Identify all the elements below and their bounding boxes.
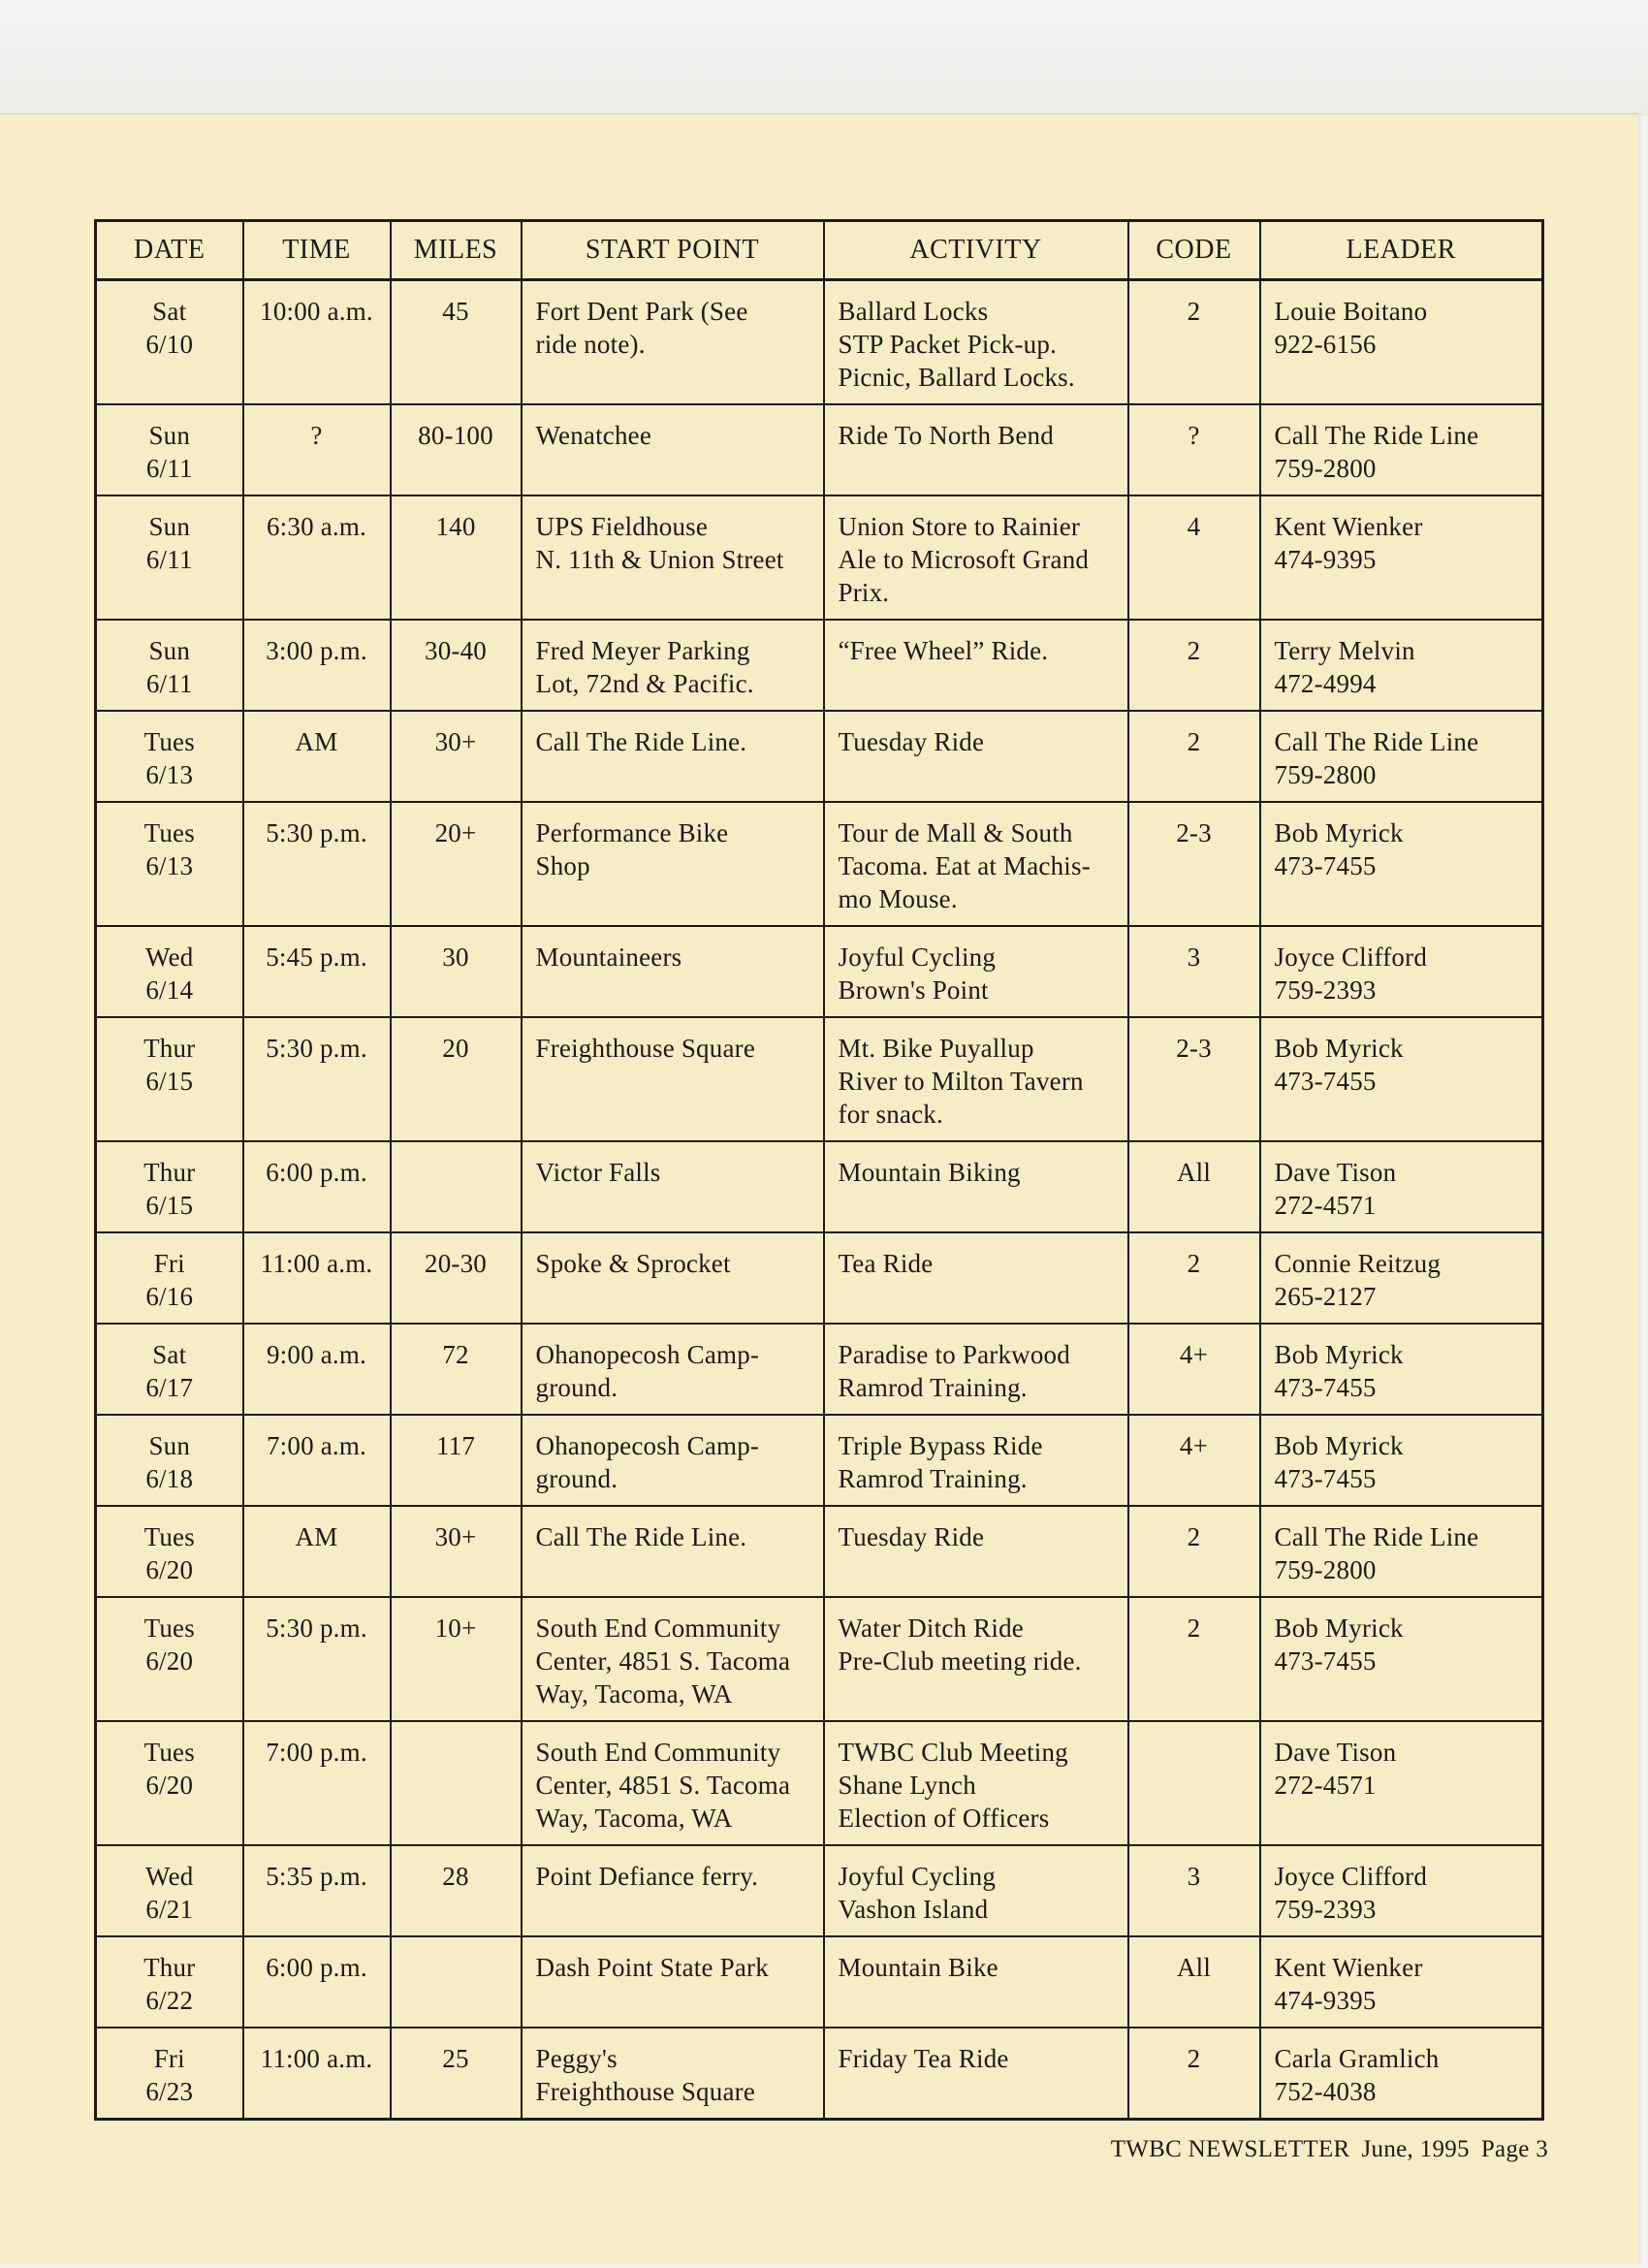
cell-date-line: 6/11 (145, 669, 193, 698)
cell-date-line: 6/13 (145, 760, 194, 789)
cell-start-point-line: ground. (535, 1464, 618, 1493)
cell-date (96, 1721, 243, 1845)
cell-leader-line: 472-4994 (1274, 669, 1377, 698)
cell-leader-line: 759-2800 (1274, 454, 1377, 483)
cell-date-line: Sun (148, 636, 191, 665)
cell-start-point (522, 1506, 824, 1597)
footer-date: June, 1995 (1361, 2136, 1470, 2162)
cell-start-point-line: Fred Meyer Parking (535, 636, 750, 665)
header-time: TIME (243, 221, 391, 280)
cell-code: 2-3 (1128, 802, 1260, 926)
cell-start-point (522, 1845, 824, 1936)
cell-start-point-line: N. 11th & Union Street (535, 545, 784, 574)
cell-time: AM (243, 711, 391, 802)
cell-date (96, 711, 243, 802)
cell-activity (824, 1845, 1128, 1936)
cell-leader (1260, 1232, 1543, 1324)
cell-date-line: Thur (143, 1158, 196, 1187)
table-row (96, 1141, 1543, 1232)
cell-date-line: Sat (152, 1340, 187, 1369)
cell-start-point-line: Freighthouse Square (535, 1034, 756, 1063)
cell-start-point-line: Call The Ride Line. (535, 727, 747, 756)
cell-code: 2 (1128, 2028, 1260, 2120)
cell-start-point-line: ride note). (535, 330, 646, 359)
cell-start-point (522, 926, 824, 1017)
cell-start-point-line: Point Defiance ferry. (535, 1862, 759, 1891)
scanner-background (0, 0, 1648, 116)
cell-leader-line: 759-2393 (1274, 1895, 1377, 1924)
cell-code: 4+ (1128, 1415, 1260, 1506)
cell-time: 5:35 p.m. (243, 1845, 391, 1936)
header-leader: LEADER (1260, 221, 1543, 280)
cell-time: 3:00 p.m. (243, 620, 391, 711)
cell-date-line: 6/20 (145, 1646, 194, 1676)
cell-leader-line: 759-2800 (1274, 1555, 1377, 1584)
cell-start-point (522, 404, 824, 495)
cell-time: 7:00 a.m. (243, 1415, 391, 1506)
table-row (96, 1597, 1543, 1721)
cell-code: 2 (1128, 1597, 1260, 1721)
cell-leader-line: 272-4571 (1274, 1191, 1377, 1220)
cell-time: 11:00 a.m. (243, 2028, 391, 2120)
cell-leader (1260, 926, 1543, 1017)
cell-leader (1260, 2028, 1543, 2120)
cell-start-point (522, 802, 824, 926)
cell-start-point-line: Center, 4851 S. Tacoma (535, 1646, 791, 1676)
cell-start-point-line: Performance Bike (535, 818, 729, 847)
cell-leader-line: Louie Boitano (1274, 297, 1428, 326)
cell-start-point (522, 1017, 824, 1141)
cell-start-point (522, 1324, 824, 1415)
cell-leader-line: Terry Melvin (1274, 636, 1415, 665)
cell-leader-line: Bob Myrick (1274, 1034, 1404, 1063)
cell-date (96, 1845, 243, 1936)
cell-leader-line: 759-2800 (1274, 760, 1377, 789)
table-row (96, 620, 1543, 711)
cell-start-point-line: Freighthouse Square (535, 2077, 756, 2106)
cell-activity-line: Tea Ride (838, 1249, 934, 1278)
cell-activity (824, 620, 1128, 711)
cell-code: 2 (1128, 620, 1260, 711)
cell-leader (1260, 280, 1543, 405)
cell-date (96, 1936, 243, 2028)
cell-activity (824, 280, 1128, 405)
table-header-row (96, 221, 1543, 280)
cell-activity-line: Mountain Bike (838, 1953, 998, 1982)
cell-start-point (522, 1141, 824, 1232)
cell-code: 4+ (1128, 1324, 1260, 1415)
cell-leader-line: Joyce Clifford (1274, 942, 1428, 972)
cell-leader-line: 752-4038 (1274, 2077, 1377, 2106)
cell-code: ? (1128, 404, 1260, 495)
cell-activity-line: Joyful Cycling (838, 1862, 997, 1891)
cell-leader-line: Joyce Clifford (1274, 1862, 1428, 1891)
cell-start-point-line: Way, Tacoma, WA (535, 1804, 733, 1833)
cell-date (96, 1597, 243, 1721)
cell-time: 7:00 p.m. (243, 1721, 391, 1845)
cell-start-point-line: Victor Falls (535, 1158, 661, 1187)
cell-date-line: Tues (143, 727, 195, 756)
table-row (96, 1232, 1543, 1324)
cell-date (96, 926, 243, 1017)
cell-leader (1260, 1845, 1543, 1936)
cell-start-point-line: Lot, 72nd & Pacific. (535, 669, 754, 698)
table-row (96, 1324, 1543, 1415)
cell-date-line: Sun (148, 512, 191, 541)
cell-leader-line: Bob Myrick (1274, 1613, 1404, 1643)
cell-leader-line: 265-2127 (1274, 1282, 1377, 1311)
page-footer (1111, 2136, 1548, 2163)
cell-start-point (522, 1415, 824, 1506)
cell-activity (824, 1721, 1128, 1845)
cell-leader-line: 473-7455 (1274, 1646, 1377, 1676)
cell-activity-line: Water Ditch Ride (838, 1613, 1024, 1643)
cell-activity (824, 802, 1128, 926)
table-row (96, 1017, 1543, 1141)
cell-leader-line: 474-9395 (1274, 1986, 1377, 2015)
cell-activity-line: Picnic, Ballard Locks. (838, 363, 1075, 392)
table-row (96, 1721, 1543, 1845)
cell-activity-line: for snack. (838, 1100, 943, 1129)
cell-activity (824, 1506, 1128, 1597)
cell-time: 10:00 a.m. (243, 280, 391, 405)
cell-date (96, 2028, 243, 2120)
cell-activity-line: Union Store to Rainier (838, 512, 1081, 541)
table-row (96, 1936, 1543, 2028)
cell-activity-line: Ballard Locks (838, 297, 989, 326)
cell-leader-line: Call The Ride Line (1274, 727, 1479, 756)
cell-leader-line: Bob Myrick (1274, 818, 1404, 847)
footer-publication: TWBC NEWSLETTER (1110, 2136, 1350, 2162)
cell-time: AM (243, 1506, 391, 1597)
cell-start-point (522, 1721, 824, 1845)
cell-leader-line: 474-9395 (1274, 545, 1377, 574)
cell-leader (1260, 1017, 1543, 1141)
cell-date-line: 6/20 (145, 1555, 194, 1584)
cell-date-line: 6/23 (145, 2077, 194, 2106)
cell-activity-line: Pre-Club meeting ride. (838, 1646, 1082, 1676)
cell-date (96, 802, 243, 926)
cell-activity-line: Prix. (838, 578, 890, 607)
cell-date-line: 6/21 (145, 1895, 194, 1924)
cell-miles: 30+ (391, 1506, 522, 1597)
cell-activity-line: Mountain Biking (838, 1158, 1021, 1187)
cell-code: All (1128, 1141, 1260, 1232)
cell-start-point-line: Wenatchee (535, 421, 652, 450)
cell-leader-line: Call The Ride Line (1274, 421, 1479, 450)
cell-activity-line: Shane Lynch (838, 1771, 976, 1800)
cell-start-point-line: Ohanopecosh Camp- (535, 1431, 760, 1460)
header-code: CODE (1128, 221, 1260, 280)
ride-schedule-table (94, 219, 1544, 2121)
cell-leader (1260, 802, 1543, 926)
cell-start-point (522, 620, 824, 711)
cell-date-line: 6/11 (145, 454, 193, 483)
cell-date-line: 6/17 (145, 1373, 194, 1402)
cell-time: 5:30 p.m. (243, 1017, 391, 1141)
cell-start-point-line: Spoke & Sprocket (535, 1249, 731, 1278)
cell-activity-line: Friday Tea Ride (838, 2044, 1009, 2073)
cell-leader-line: Carla Gramlich (1274, 2044, 1440, 2073)
cell-activity (824, 1597, 1128, 1721)
cell-miles: 80-100 (391, 404, 522, 495)
cell-date-line: 6/20 (145, 1771, 194, 1800)
cell-miles: 30 (391, 926, 522, 1017)
cell-leader (1260, 1936, 1543, 2028)
table-row (96, 926, 1543, 1017)
table-row (96, 280, 1543, 405)
cell-date-line: 6/16 (145, 1282, 194, 1311)
cell-leader (1260, 1721, 1543, 1845)
cell-date (96, 1324, 243, 1415)
cell-date-line: Sat (152, 297, 187, 326)
cell-date-line: Sun (148, 421, 191, 450)
cell-activity-line: TWBC Club Meeting (838, 1738, 1068, 1767)
cell-leader-line: Dave Tison (1274, 1158, 1397, 1187)
cell-activity-line: Tuesday Ride (838, 727, 985, 756)
cell-miles: 28 (391, 1845, 522, 1936)
cell-start-point-line: Ohanopecosh Camp- (535, 1340, 760, 1369)
cell-start-point-line: Mountaineers (535, 942, 682, 972)
cell-leader (1260, 1141, 1543, 1232)
cell-start-point (522, 495, 824, 620)
cell-miles: 117 (391, 1415, 522, 1506)
cell-miles: 20-30 (391, 1232, 522, 1324)
cell-date (96, 404, 243, 495)
cell-start-point-line: UPS Fieldhouse (535, 512, 709, 541)
cell-miles: 72 (391, 1324, 522, 1415)
table-row (96, 802, 1543, 926)
cell-start-point-line: Call The Ride Line. (535, 1522, 747, 1551)
cell-leader-line: 473-7455 (1274, 1067, 1377, 1096)
cell-leader (1260, 1506, 1543, 1597)
cell-leader (1260, 711, 1543, 802)
cell-time: 11:00 a.m. (243, 1232, 391, 1324)
cell-date-line: 6/15 (145, 1191, 194, 1220)
cell-leader-line: Kent Wienker (1274, 512, 1423, 541)
cell-activity (824, 1017, 1128, 1141)
cell-activity (824, 2028, 1128, 2120)
cell-leader-line: 922-6156 (1274, 330, 1377, 359)
cell-activity-line: Ramrod Training. (838, 1464, 1028, 1493)
cell-time: ? (243, 404, 391, 495)
cell-start-point-line: Dash Point State Park (535, 1953, 769, 1982)
cell-date (96, 495, 243, 620)
cell-leader-line: Bob Myrick (1274, 1340, 1404, 1369)
cell-leader-line: Call The Ride Line (1274, 1522, 1479, 1551)
cell-code: 4 (1128, 495, 1260, 620)
cell-date-line: Thur (143, 1034, 196, 1063)
cell-activity-line: River to Milton Tavern (838, 1067, 1084, 1096)
cell-time: 5:45 p.m. (243, 926, 391, 1017)
table-row (96, 1845, 1543, 1936)
cell-code: 2 (1128, 280, 1260, 405)
cell-activity (824, 711, 1128, 802)
cell-leader-line: 272-4571 (1274, 1771, 1377, 1800)
cell-date-line: 6/13 (145, 851, 194, 880)
cell-activity (824, 926, 1128, 1017)
cell-activity-line: Ale to Microsoft Grand (838, 545, 1090, 574)
cell-activity (824, 1232, 1128, 1324)
cell-miles: 140 (391, 495, 522, 620)
cell-date-line: Thur (143, 1953, 196, 1982)
cell-leader (1260, 404, 1543, 495)
cell-date-line: 6/14 (145, 975, 194, 1005)
cell-start-point-line: South End Community (535, 1613, 781, 1643)
cell-date-line: 6/10 (145, 330, 194, 359)
cell-date-line: 6/18 (145, 1464, 194, 1493)
cell-time: 6:00 p.m. (243, 1936, 391, 2028)
cell-code: 3 (1128, 926, 1260, 1017)
header-date: DATE (96, 221, 243, 280)
cell-date-line: Sun (148, 1431, 191, 1460)
table-row (96, 1415, 1543, 1506)
cell-miles (391, 1141, 522, 1232)
cell-leader-line: Connie Reitzug (1274, 1249, 1442, 1278)
footer-page-number: Page 3 (1480, 2136, 1548, 2162)
cell-date-line: Wed (145, 1862, 194, 1891)
cell-activity-line: Ramrod Training. (838, 1373, 1028, 1402)
cell-miles: 10+ (391, 1597, 522, 1721)
cell-start-point-line: Peggy's (535, 2044, 618, 2073)
header-start-point: START POINT (522, 221, 824, 280)
cell-activity (824, 495, 1128, 620)
cell-start-point (522, 1936, 824, 2028)
cell-date-line: Tues (143, 818, 195, 847)
cell-date-line: 6/11 (145, 545, 193, 574)
table-row (96, 404, 1543, 495)
cell-date (96, 1506, 243, 1597)
cell-date (96, 1017, 243, 1141)
cell-start-point (522, 711, 824, 802)
cell-miles: 20 (391, 1017, 522, 1141)
cell-miles: 30+ (391, 711, 522, 802)
cell-time: 5:30 p.m. (243, 1597, 391, 1721)
cell-code (1128, 1721, 1260, 1845)
cell-activity-line: Vashon Island (838, 1895, 989, 1924)
cell-activity-line: STP Packet Pick-up. (838, 330, 1058, 359)
table-body (96, 280, 1543, 2120)
cell-leader-line: Kent Wienker (1274, 1953, 1423, 1982)
cell-activity-line: Ride To North Bend (838, 421, 1054, 450)
cell-date-line: 6/15 (145, 1067, 194, 1096)
cell-date (96, 1415, 243, 1506)
cell-activity-line: “Free Wheel” Ride. (838, 636, 1049, 665)
cell-date-line: Wed (145, 942, 194, 972)
cell-leader-line: Dave Tison (1274, 1738, 1397, 1767)
cell-time: 6:00 p.m. (243, 1141, 391, 1232)
cell-start-point (522, 1597, 824, 1721)
cell-start-point-line: ground. (535, 1373, 618, 1402)
cell-activity (824, 1141, 1128, 1232)
cell-activity-line: Mt. Bike Puyallup (838, 1034, 1034, 1063)
cell-date-line: Fri (153, 2044, 185, 2073)
cell-activity-line: Tuesday Ride (838, 1522, 985, 1551)
cell-leader (1260, 1324, 1543, 1415)
cell-miles (391, 1936, 522, 2028)
cell-code: 2 (1128, 1506, 1260, 1597)
cell-activity-line: Tacoma. Eat at Machis- (838, 851, 1091, 880)
cell-start-point (522, 1232, 824, 1324)
cell-start-point (522, 2028, 824, 2120)
cell-activity-line: Joyful Cycling (838, 942, 997, 972)
cell-start-point-line: Fort Dent Park (See (535, 297, 748, 326)
header-activity: ACTIVITY (824, 221, 1128, 280)
cell-leader-line: 473-7455 (1274, 1373, 1377, 1402)
cell-activity (824, 404, 1128, 495)
cell-miles: 20+ (391, 802, 522, 926)
cell-leader-line: 759-2393 (1274, 975, 1377, 1005)
cell-activity (824, 1324, 1128, 1415)
cell-date (96, 1141, 243, 1232)
cell-miles: 30-40 (391, 620, 522, 711)
cell-leader-line: Bob Myrick (1274, 1431, 1404, 1460)
cell-time: 9:00 a.m. (243, 1324, 391, 1415)
cell-activity-line: Triple Bypass Ride (838, 1431, 1043, 1460)
cell-activity-line: Election of Officers (838, 1804, 1050, 1833)
cell-date-line: Tues (143, 1522, 195, 1551)
table-row (96, 1506, 1543, 1597)
cell-leader (1260, 1597, 1543, 1721)
cell-start-point-line: Center, 4851 S. Tacoma (535, 1771, 791, 1800)
cell-date-line: Tues (143, 1613, 195, 1643)
cell-miles: 25 (391, 2028, 522, 2120)
cell-time: 5:30 p.m. (243, 802, 391, 926)
table-row (96, 2028, 1543, 2120)
cell-activity-line: Tour de Mall & South (838, 818, 1073, 847)
cell-leader-line: 473-7455 (1274, 1464, 1377, 1493)
cell-start-point-line: South End Community (535, 1738, 781, 1767)
cell-time: 6:30 a.m. (243, 495, 391, 620)
cell-start-point-line: Shop (535, 851, 590, 880)
cell-code: 2-3 (1128, 1017, 1260, 1141)
cell-date (96, 620, 243, 711)
cell-activity (824, 1415, 1128, 1506)
cell-leader (1260, 1415, 1543, 1506)
cell-code: 2 (1128, 1232, 1260, 1324)
cell-leader (1260, 620, 1543, 711)
cell-miles: 45 (391, 280, 522, 405)
cell-activity-line: Brown's Point (838, 975, 989, 1005)
cell-activity-line: mo Mouse. (838, 884, 958, 913)
cell-date (96, 1232, 243, 1324)
cell-activity (824, 1936, 1128, 2028)
table-row (96, 711, 1543, 802)
table-row (96, 495, 1543, 620)
cell-start-point-line: Way, Tacoma, WA (535, 1679, 733, 1709)
cell-code: 3 (1128, 1845, 1260, 1936)
cell-leader (1260, 495, 1543, 620)
cell-date-line: Fri (153, 1249, 185, 1278)
cell-code: 2 (1128, 711, 1260, 802)
cell-date-line: Tues (143, 1738, 195, 1767)
cell-date (96, 280, 243, 405)
cell-code: All (1128, 1936, 1260, 2028)
cell-leader-line: 473-7455 (1274, 851, 1377, 880)
header-miles: MILES (391, 221, 522, 280)
cell-miles (391, 1721, 522, 1845)
cell-activity-line: Paradise to Parkwood (838, 1340, 1070, 1369)
cell-start-point (522, 280, 824, 405)
cell-date-line: 6/22 (145, 1986, 194, 2015)
